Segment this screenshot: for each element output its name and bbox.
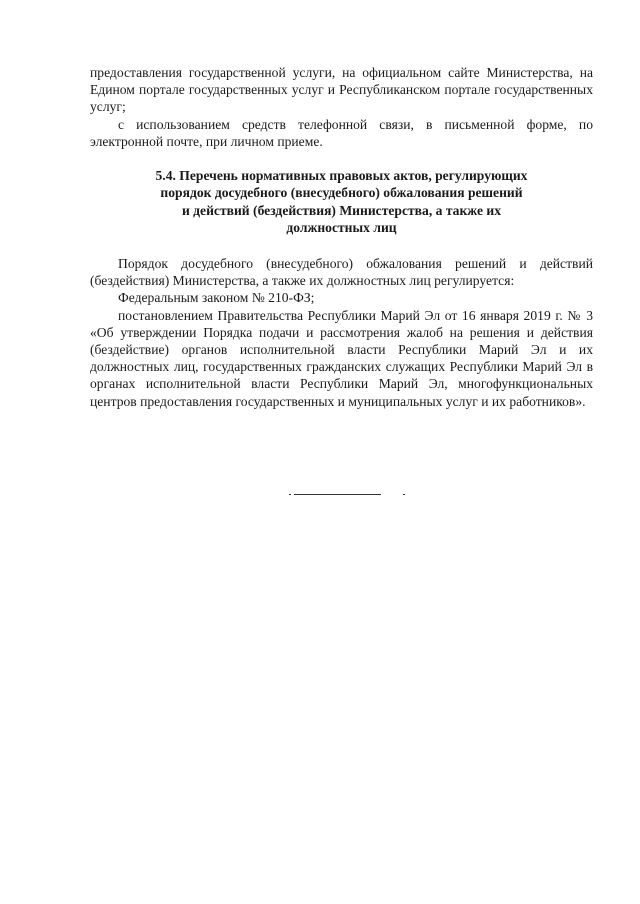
section-heading-line: должностных лиц: [286, 220, 397, 236]
section-heading-line: порядок досудебного (внесудебного) обжалования решений: [160, 185, 523, 201]
end-of-document-rule: [289, 492, 409, 498]
section-heading: [90, 167, 593, 237]
body-paragraph-3: постановлением Правительства Республики Марий Эл от 16 января 2019 г. № 3 «Об утверждении Порядка подачи и рассмотрения жалоб на решения и действия (бездействие) органов исполнительной власти Республики Марий Эл и их должностных лиц, государственных гражданских служащих Республики Марий Эл в органах исполнительной власти Республики Марий Эл, многофункциональных центров предоставления государственных и муниципальных услуг и их работников».: [90, 307, 593, 409]
intro-block: [90, 64, 593, 150]
end-rule-dash: [289, 494, 291, 495]
body-paragraph-2: Федеральным законом № 210-ФЗ;: [118, 290, 315, 306]
section-heading-line: и действий (бездействия) Министерства, а также их: [181, 202, 502, 218]
intro-paragraph-1: предоставления государственной услуги, на официальном сайте Министерства, на Едином портале государственных услуг и Республиканском портале государственных услуг;: [90, 65, 593, 115]
body-paragraph-1: Порядок досудебного (внесудебного) обжалования решений и действий (бездействия) Министерства, а также их должностных лиц регулируется:: [90, 256, 593, 289]
intro-paragraph-2: с использованием средств телефонной связи, в письменной форме, по электронной почте, при личном приеме.: [90, 116, 593, 149]
section-heading-line: 5.4. Перечень нормативных правовых актов, регулирующих: [155, 168, 528, 183]
section-body: [90, 255, 593, 410]
end-rule-line: [294, 494, 381, 495]
end-rule-dash: [403, 494, 405, 495]
